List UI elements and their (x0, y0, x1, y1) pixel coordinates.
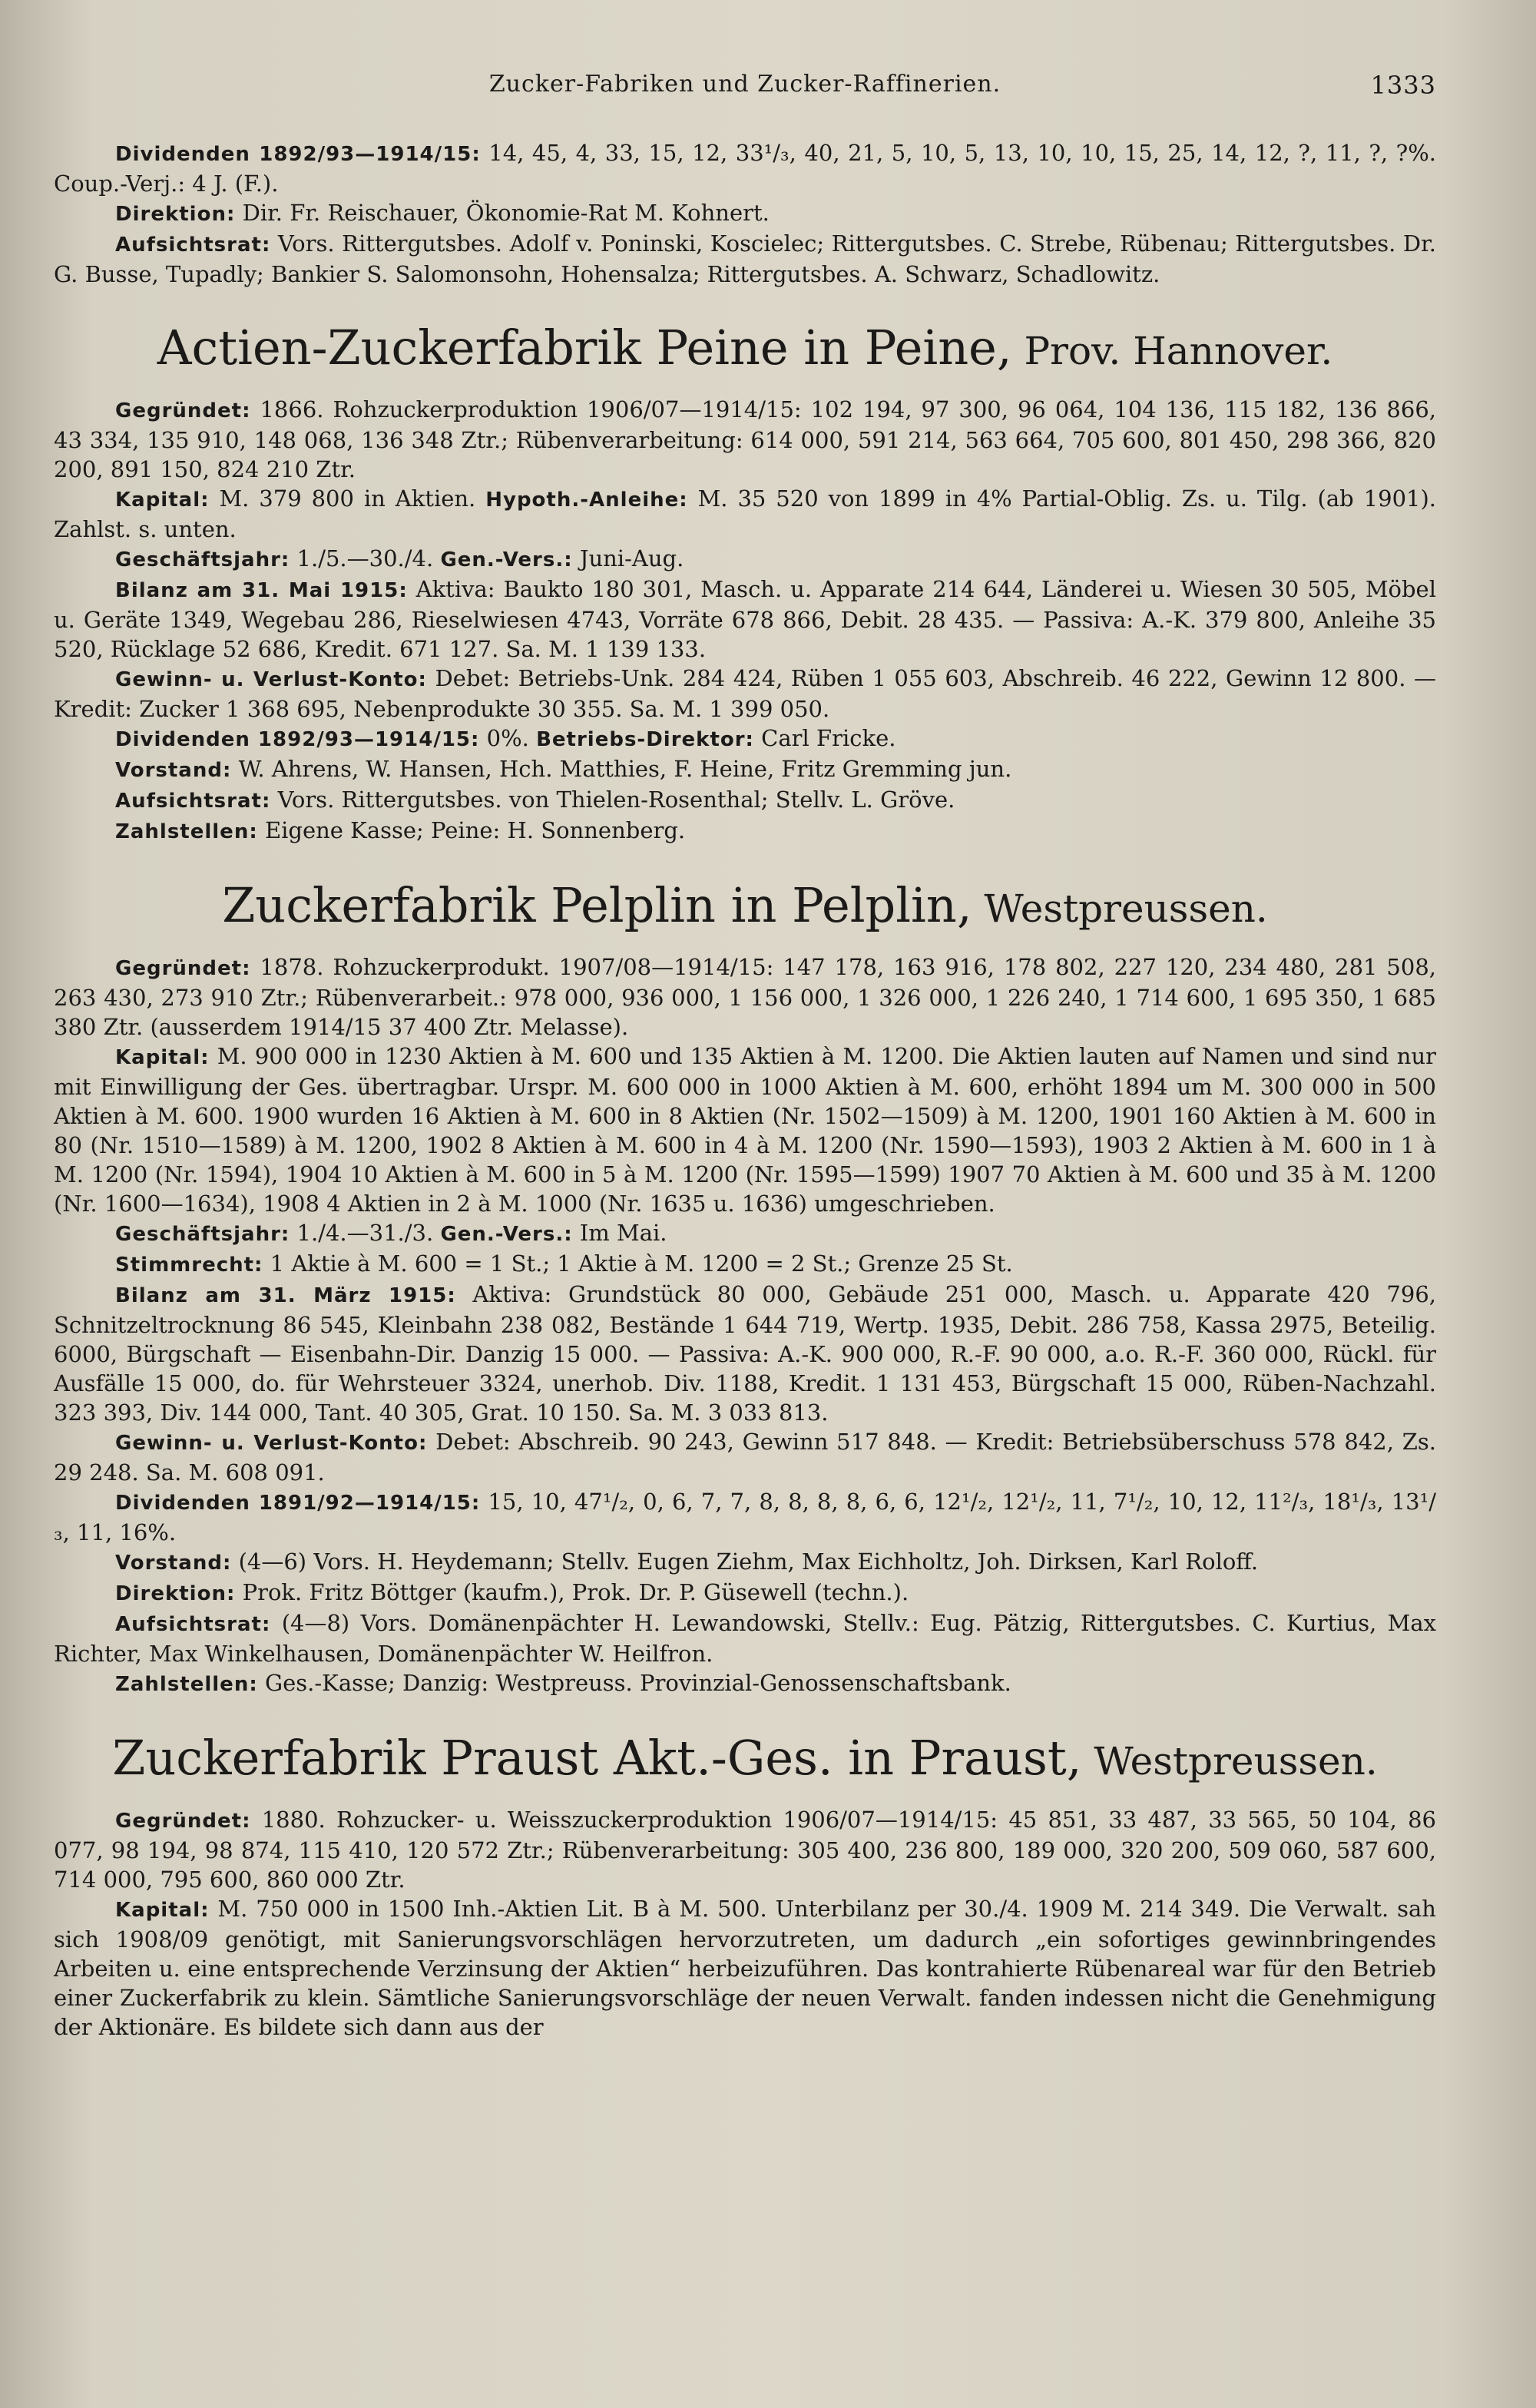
paragraph-gegruendet (54, 1805, 1436, 1894)
label-betriebsdir: Betriebs-Direktor: (536, 728, 754, 751)
paragraph-vorstand (54, 1547, 1436, 1578)
label-gewinn: Gewinn- u. Verlust-Konto: (115, 1432, 428, 1455)
heading-peine-main: Actien-Zuckerfabrik Peine in Peine, (157, 320, 1012, 376)
paragraph-geschaeftsjahr (54, 1218, 1436, 1249)
text-genvers: Im Mai. (572, 1220, 667, 1246)
paragraph-gewinn (54, 664, 1436, 724)
text-vorstand: W. Ahrens, W. Hansen, Hch. Matthies, F. Heine, Fritz Gremming jun. (231, 756, 1012, 782)
text-gewinn: Debet: Abschreib. 90 243, Gewinn 517 848. — Kredit: Betriebsüberschuss 578 842, Zs. 29 248. Sa. M. 608 091. (54, 1429, 1436, 1486)
running-head (54, 71, 1436, 109)
label-geschaeftsjahr: Geschäftsjahr: (115, 548, 290, 571)
text-gegruendet: 1878. Rohzuckerprodukt. 1907/08—1914/15: 147 178, 163 916, 178 802, 227 120, 234 480, 281 508, 263 430, 273 910 Ztr.; Rübenverarbeit.: 978 000, 936 000, 1 156 000, 1 326 000, 1 226 240, 1 714 600, 1 695 350, 1 685 380 Ztr. (ausserdem 1914/15 37 400 Ztr. Melasse). (54, 954, 1436, 1040)
label-kapital: Kapital: (115, 1046, 210, 1069)
text-gewinn: Debet: Betriebs-Unk. 284 424, Rüben 1 055 603, Abschreib. 46 222, Gewinn 12 800. — Kredit: Zucker 1 368 695, Nebenprodukte 30 355. Sa. M. 1 399 050. (54, 665, 1437, 722)
label-dividenden: Dividenden 1892/93—1914/15: (115, 728, 480, 751)
paragraph-kapital (54, 1042, 1436, 1218)
page-number: 1333 (1370, 71, 1436, 100)
label-vorstand: Vorstand: (115, 759, 232, 782)
heading-praust-sub: Westpreussen. (1081, 1739, 1378, 1784)
paragraph-dividenden (54, 138, 1436, 198)
text-aufsichtsrat: Vors. Rittergutsbes. Adolf v. Poninski, Koscielec; Rittergutsbes. C. Strebe, Rübenau; Rittergutsbes. Dr. G. Busse, Tupadly; Bankier S. Salomonsohn, Hohensalza; Rittergutsbes. A. Schwarz, Schadlowitz. (54, 230, 1436, 287)
label-gegruendet: Gegründet: (115, 1810, 251, 1833)
label-zahlstellen: Zahlstellen: (115, 1673, 258, 1696)
label-dividenden: Dividenden 1891/92—1914/15: (115, 1492, 481, 1515)
paragraph-direktion (54, 198, 1436, 229)
label-geschaeftsjahr: Geschäftsjahr: (115, 1223, 290, 1246)
text-direktion: Prok. Fritz Böttger (kaufm.), Prok. Dr. P. Güsewell (techn.). (235, 1579, 909, 1605)
text-geschaeftsjahr: 1./4.—31./3. (290, 1220, 441, 1246)
text-aufsichtsrat: (4—8) Vors. Domänenpächter H. Lewandowski, Stellv.: Eug. Pätzig, Rittergutsbes. C. Kurtius, Max Richter, Max Winkelhausen, Domänenpächter W. Heilfron. (54, 1610, 1436, 1667)
text-hypoth: M. 35 520 von 1899 in 4% Partial-Oblig. Zs. u. Tilg. (ab 1901). Zahlst. s. unten. (54, 485, 1436, 542)
paragraph-vorstand (54, 754, 1436, 785)
paragraph-direktion (54, 1578, 1436, 1608)
heading-praust (54, 1728, 1436, 1791)
paragraph-dividenden (54, 1487, 1436, 1547)
entry-pelplin (54, 952, 1436, 1699)
label-kapital: Kapital: (115, 489, 210, 512)
text-kapital: M. 900 000 in 1230 Aktien à M. 600 und 135 Aktien à M. 1200. Die Aktien lauten auf Namen und sind nur mit Einwilligung der Ges. übertragbar. Urspr. M. 600 000 in 1000 Aktien à M. 600, erhöht 1894 um M. 300 000 in 500 Aktien à M. 600. 1900 wurden 16 Aktien à M. 600 in 8 Aktien (Nr. 1502—1509) à M. 1200, 1901 160 Aktien à M. 600 in 80 (Nr. 1510—1589) à M. 1200, 1902 8 Aktien à M. 600 in 4 à M. 1200 (Nr. 1590—1593), 1903 2 Aktien à M. 600 in 1 à M. 1200 (Nr. 1594), 1904 10 Aktien à M. 600 in 5 à M. 1200 (Nr. 1595—1599) 1907 70 Aktien à M. 600 und 35 à M. 1200 (Nr. 1600—1634), 1908 4 Aktien in 2 à M. 1000 (Nr. 1635 u. 1636) umgeschrieben. (54, 1043, 1436, 1217)
text-kapital: M. 379 800 in Aktien. (209, 485, 486, 512)
label-vorstand: Vorstand: (115, 1552, 232, 1575)
paragraph-dividenden (54, 724, 1436, 754)
label-hypoth: Hypoth.-Anleihe: (485, 489, 688, 512)
label-stimmrecht: Stimmrecht: (115, 1254, 263, 1277)
label-bilanz: Bilanz am 31. Mai 1915: (115, 579, 408, 602)
label-direktion: Direktion: (115, 1582, 236, 1605)
paragraph-bilanz (54, 1280, 1436, 1427)
text-stimmrecht: 1 Aktie à M. 600 = 1 St.; 1 Aktie à M. 1200 = 2 St.; Grenze 25 St. (263, 1250, 1013, 1277)
label-gegruendet: Gegründet: (115, 957, 251, 980)
heading-pelplin-main: Zuckerfabrik Pelplin in Pelplin, (222, 877, 972, 933)
paragraph-gegruendet (54, 395, 1436, 484)
label-dividenden: Dividenden 1892/93—1914/15: (115, 143, 481, 166)
label-direktion: Direktion: (115, 203, 236, 226)
label-aufsichtsrat: Aufsichtsrat: (115, 790, 271, 813)
text-dividenden: 14, 45, 4, 33, 15, 12, 33¹/₃, 40, 21, 5, 10, 5, 13, 10, 10, 15, 25, 14, 12, ?, 11, ?, ?%. Coup.-Verj.: 4 J. (F.). (54, 140, 1436, 197)
entry-carryover (54, 138, 1436, 289)
text-direktion: Dir. Fr. Reischauer, Ökonomie-Rat M. Kohnert. (235, 200, 770, 226)
text-zahlstellen: Ges.-Kasse; Danzig: Westpreuss. Provinzial-Genossenschaftsbank. (257, 1670, 1011, 1696)
paragraph-aufsichtsrat (54, 1608, 1436, 1668)
text-bilanz: Aktiva: Baukto 180 301, Masch. u. Apparate 214 644, Länderei u. Wiesen 30 505, Möbel u. Geräte 1349, Wegebau 286, Rieselwiesen 4743, Vorräte 678 866, Debit. 28 435. — Passiva: A.-K. 379 800, Anleihe 35 520, Rücklage 52 686, Kredit. 671 127. Sa. M. 1 139 133. (54, 576, 1436, 662)
label-gegruendet: Gegründet: (115, 399, 251, 422)
text-betriebsdir: Carl Fricke. (753, 725, 896, 751)
label-zahlstellen: Zahlstellen: (115, 820, 258, 843)
text-genvers: Juni-Aug. (572, 545, 684, 571)
paragraph-zahlstellen (54, 816, 1436, 846)
paragraph-bilanz (54, 575, 1436, 664)
text-aufsichtsrat: Vors. Rittergutsbes. von Thielen-Rosenthal; Stellv. L. Gröve. (270, 787, 955, 813)
label-aufsichtsrat: Aufsichtsrat: (115, 1613, 271, 1636)
heading-praust-main: Zuckerfabrik Praust Akt.-Ges. in Praust, (112, 1730, 1082, 1786)
heading-pelplin (54, 876, 1436, 939)
text-dividenden: 0%. (479, 725, 537, 751)
paragraph-kapital (54, 1894, 1436, 2042)
heading-peine-sub: Prov. Hannover. (1011, 329, 1333, 373)
entry-peine (54, 395, 1436, 846)
label-aufsichtsrat: Aufsichtsrat: (115, 234, 271, 257)
heading-peine (54, 318, 1436, 381)
label-genvers: Gen.-Vers.: (440, 548, 573, 571)
text-kapital: M. 750 000 in 1500 Inh.-Aktien Lit. B à M. 500. Unterbilanz per 30./4. 1909 M. 214 349. Die Verwalt. sah sich 1908/09 genötigt, mit Sanierungsvorschlägen hervorzutreten, um dadurch „ein sofortiges gewinnbringendes Arbeiten u. eine entsprechende Verzinsung der Aktien“ herbeizuführen. Das kontrahierte Rübenareal war für den Betrieb einer Zuckerfabrik zu klein. Sämtliche Sanierungsvorschläge der neuen Verwalt. fanden indessen nicht die Genehmigung der Aktionäre. Es bildete sich dann aus der (54, 1896, 1436, 2040)
paragraph-stimmrecht (54, 1249, 1436, 1280)
label-genvers: Gen.-Vers.: (440, 1223, 573, 1246)
text-zahlstellen: Eigene Kasse; Peine: H. Sonnenberg. (257, 817, 686, 843)
label-kapital: Kapital: (115, 1899, 210, 1922)
paragraph-zahlstellen (54, 1668, 1436, 1699)
paragraph-aufsichtsrat (54, 785, 1436, 816)
text-geschaeftsjahr: 1./5.—30./4. (290, 545, 441, 571)
paragraph-geschaeftsjahr (54, 544, 1436, 575)
label-bilanz: Bilanz am 31. März 1915: (115, 1284, 456, 1307)
label-gewinn: Gewinn- u. Verlust-Konto: (115, 668, 427, 691)
running-title: Zucker-Fabriken und Zucker-Raffinerien. (488, 71, 1001, 98)
entry-praust (54, 1805, 1436, 2042)
text-vorstand: (4—6) Vors. H. Heydemann; Stellv. Eugen Ziehm, Max Eichholtz, Joh. Dirksen, Karl Roloff. (231, 1548, 1259, 1575)
paragraph-gegruendet (54, 952, 1436, 1042)
paragraph-kapital (54, 484, 1436, 544)
paragraph-aufsichtsrat (54, 229, 1436, 289)
heading-pelplin-sub: Westpreussen. (972, 886, 1268, 931)
text-bilanz: Aktiva: Grundstück 80 000, Gebäude 251 000, Masch. u. Apparate 420 796, Schnitzeltrocknung 86 545, Kleinbahn 238 082, Bestände 1 644 719, Wertp. 1935, Debit. 286 758, Kassa 2975, Beteilig. 6000, Bürgschaft — Eisenbahn-Dir. Danzig 15 000. — Passiva: A.-K. 900 000, R.-F. 90 000, a.o. R.-F. 360 000, Rückl. für Ausfälle 15 000, do. für Wehrsteuer 3324, unerhob. Div. 1188, Kredit. 1 131 453, Bürgschaft 15 000, Rüben-Nachzahl. 323 393, Div. 144 000, Tant. 40 305, Grat. 10 150. Sa. M. 3 033 813. (54, 1281, 1436, 1426)
text-gegruendet: 1866. Rohzuckerproduktion 1906/07—1914/15: 102 194, 97 300, 96 064, 104 136, 115 182, 136 866, 43 334, 135 910, 148 068, 136 348 Ztr.; Rübenverarbeitung: 614 000, 591 214, 563 664, 705 600, 801 450, 298 366, 820 200, 891 150, 824 210 Ztr. (54, 396, 1436, 482)
paragraph-gewinn (54, 1427, 1436, 1487)
text-dividenden: 15, 10, 47¹/₂, 0, 6, 7, 7, 8, 8, 8, 8, 6, 6, 12¹/₂, 12¹/₂, 11, 7¹/₂, 10, 12, 11²/₃, 18¹/₃, 13¹/₃, 11, 16%. (54, 1489, 1436, 1545)
text-gegruendet: 1880. Rohzucker- u. Weisszuckerproduktion 1906/07—1914/15: 45 851, 33 487, 33 565, 50 104, 86 077, 98 194, 98 874, 115 410, 120 572 Ztr.; Rübenverarbeitung: 305 400, 236 800, 189 000, 320 200, 509 060, 587 600, 714 000, 795 600, 860 000 Ztr. (54, 1807, 1436, 1893)
